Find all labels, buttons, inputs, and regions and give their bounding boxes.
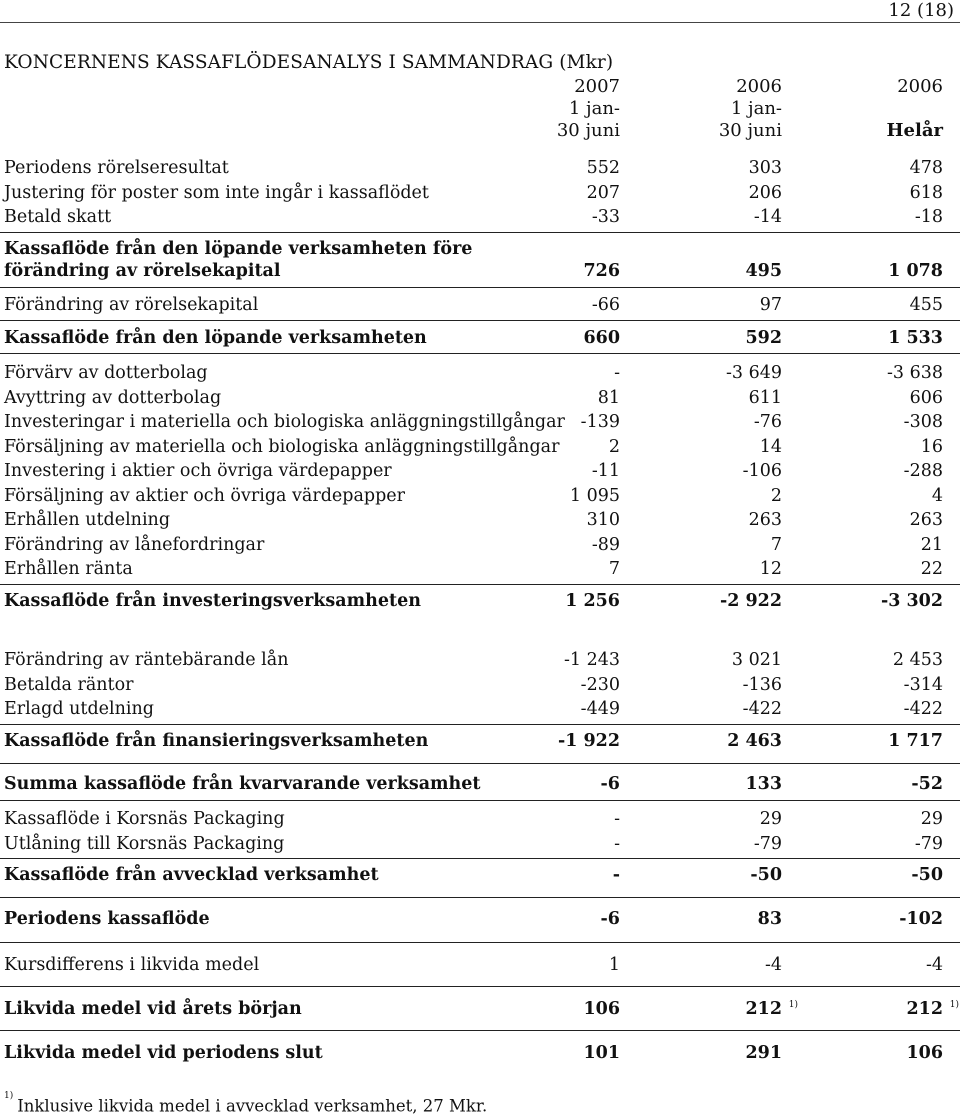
value-2006-full: 21 xyxy=(920,535,943,555)
value-2007-h1: -230 xyxy=(580,675,620,695)
value-2006-full: 478 xyxy=(909,158,943,178)
value-2006-full: -4 xyxy=(925,955,943,975)
table-row xyxy=(0,649,960,671)
table-row xyxy=(0,808,960,830)
row-label: Likvida medel vid årets början xyxy=(4,999,302,1019)
value-2006-full: -314 xyxy=(903,675,943,695)
table-row xyxy=(0,833,960,855)
table-rule xyxy=(0,986,960,987)
row-label: Kassaflöde från investeringsverksamheten xyxy=(4,591,421,611)
value-2007-h1: -11 xyxy=(591,461,620,481)
value-2007-h1: -66 xyxy=(591,295,620,315)
column-header-2006-half xyxy=(719,76,782,142)
value-2007-h1: - xyxy=(612,865,620,885)
value-2006-h1: -50 xyxy=(750,865,782,885)
value-2007-h1: 310 xyxy=(586,510,620,530)
row-label: Periodens rörelseresultat xyxy=(4,158,229,178)
value-2006-full: -102 xyxy=(899,909,943,929)
value-2006-full: 16 xyxy=(920,437,943,457)
row-label: Likvida medel vid periodens slut xyxy=(4,1043,323,1063)
value-2007-h1: - xyxy=(614,834,620,854)
table-row xyxy=(0,954,960,976)
value-2007-h1: -139 xyxy=(580,412,620,432)
value-2006-h1: 7 xyxy=(770,535,782,555)
table-row-subtotal xyxy=(0,998,960,1020)
row-label: Avyttring av dotterbolag xyxy=(4,388,222,408)
value-2006-h1: 14 xyxy=(759,437,782,457)
column-header-2006-full xyxy=(887,76,943,142)
value-2006-h1: 2 xyxy=(770,486,782,506)
row-label: Betald skatt xyxy=(4,207,112,227)
table-row-total xyxy=(0,1042,960,1064)
value-2006-h1: -136 xyxy=(742,675,782,695)
value-2006-full: -3 638 xyxy=(886,363,943,383)
table-row xyxy=(0,387,960,409)
value-2006-h1: -76 xyxy=(753,412,782,432)
value-2007-h1: 7 xyxy=(608,559,620,579)
value-2006-full xyxy=(906,998,959,1020)
value-2007-h1: -6 xyxy=(600,909,620,929)
row-label: Betalda räntor xyxy=(4,675,134,695)
value-2006-h1: 303 xyxy=(748,158,782,178)
value-2007-h1: - xyxy=(614,809,620,829)
table-rule xyxy=(0,287,960,288)
value-2006-h1: 291 xyxy=(745,1043,782,1063)
value-2006-full: -288 xyxy=(903,461,943,481)
table-rule xyxy=(0,897,960,898)
table-rule xyxy=(0,858,960,859)
value-2007-h1: 2 xyxy=(608,437,620,457)
cell-value: 212 xyxy=(745,999,782,1019)
value-2006-full: 2 453 xyxy=(892,650,943,670)
value-2006-h1: 97 xyxy=(759,295,782,315)
row-label: Kassaflöde i Korsnäs Packaging xyxy=(4,809,285,829)
value-2006-h1: -4 xyxy=(764,955,782,975)
value-2006-h1: 133 xyxy=(745,774,782,794)
row-label xyxy=(4,238,472,282)
table-row xyxy=(0,182,960,204)
column-year: 2006 xyxy=(736,76,782,97)
value-2007-h1: 207 xyxy=(586,183,620,203)
row-label: Kursdifferens i likvida medel xyxy=(4,955,260,975)
table-row xyxy=(0,362,960,384)
table-rule xyxy=(0,800,960,801)
value-2006-h1: 206 xyxy=(748,183,782,203)
value-2006-full: 22 xyxy=(920,559,943,579)
value-2006-full: 263 xyxy=(909,510,943,530)
table-row-subtotal xyxy=(0,773,960,795)
table-row xyxy=(0,509,960,531)
footnote-marker: 1) xyxy=(949,1000,959,1010)
value-2006-h1: 12 xyxy=(759,559,782,579)
table-row xyxy=(0,460,960,482)
value-2006-full: 106 xyxy=(906,1043,943,1063)
value-2007-h1: 552 xyxy=(586,158,620,178)
value-2006-h1: 83 xyxy=(757,909,782,929)
cell-value: 212 xyxy=(906,999,943,1019)
value-2006-h1: 2 463 xyxy=(727,731,782,751)
row-label: Kassaflöde från finansieringsverksamheten xyxy=(4,731,429,751)
value-2006-full: -308 xyxy=(903,412,943,432)
table-row-subtotal xyxy=(0,590,960,612)
table-row xyxy=(0,436,960,458)
column-period-start: 1 jan- xyxy=(568,98,620,119)
footnote-marker: 1) xyxy=(4,1091,14,1101)
column-period-end: 30 juni xyxy=(718,120,782,141)
row-label: Kassaflöde från avvecklad verksamhet xyxy=(4,865,379,885)
value-2006-full: 1 078 xyxy=(888,261,943,281)
table-row xyxy=(0,206,960,228)
value-2006-full: -79 xyxy=(914,834,943,854)
value-2006-full: -422 xyxy=(903,699,943,719)
table-rule xyxy=(0,724,960,725)
column-year: 2006 xyxy=(897,76,943,97)
value-2007-h1: -89 xyxy=(591,535,620,555)
value-2006-h1: -14 xyxy=(753,207,782,227)
column-period-end: Helår xyxy=(886,120,943,141)
table-row xyxy=(0,534,960,556)
row-label: Justering för poster som inte ingår i kassaflödet xyxy=(4,183,429,203)
footnote-marker: 1) xyxy=(788,1000,798,1010)
table-row-subtotal xyxy=(0,864,960,886)
value-2007-h1: -6 xyxy=(600,774,620,794)
value-2006-full: 455 xyxy=(909,295,943,315)
table-row xyxy=(0,294,960,316)
table-rule xyxy=(0,232,960,233)
table-rule xyxy=(0,1030,960,1031)
value-2006-h1: -79 xyxy=(753,834,782,854)
table-row xyxy=(0,411,960,433)
value-2007-h1: 1 xyxy=(608,955,620,975)
table-row-subtotal xyxy=(0,908,960,930)
row-label: Utlåning till Korsnäs Packaging xyxy=(4,834,285,854)
value-2006-full: 29 xyxy=(920,809,943,829)
row-label-line-2: förändring av rörelsekapital xyxy=(4,261,281,281)
table-row-subtotal xyxy=(0,730,960,752)
table-row-subtotal xyxy=(0,238,960,282)
page-title: KONCERNENS KASSAFLÖDESANALYS I SAMMANDRAG (Mkr) xyxy=(4,52,614,73)
row-label: Försäljning av materiella och biologiska anläggningstillgångar xyxy=(4,437,560,457)
footnote xyxy=(4,1092,487,1118)
row-label: Förändring av rörelsekapital xyxy=(4,295,259,315)
table-rule xyxy=(0,320,960,321)
row-label: Försäljning av aktier och övriga värdepapper xyxy=(4,486,406,506)
row-label: Erlagd utdelning xyxy=(4,699,154,719)
value-2007-h1: 660 xyxy=(583,328,620,348)
value-2006-full: -18 xyxy=(914,207,943,227)
value-2006-h1: 263 xyxy=(748,510,782,530)
value-2006-h1: -422 xyxy=(742,699,782,719)
table-rule xyxy=(0,763,960,764)
value-2006-full: -52 xyxy=(911,774,943,794)
value-2007-h1: -33 xyxy=(591,207,620,227)
value-2006-full: -50 xyxy=(911,865,943,885)
column-header-2007 xyxy=(557,76,620,142)
value-2006-h1: -2 922 xyxy=(719,591,782,611)
column-period-start xyxy=(887,98,943,120)
value-2006-h1: 592 xyxy=(745,328,782,348)
column-period-end: 30 juni xyxy=(556,120,620,141)
row-label: Förändring av lånefordringar xyxy=(4,535,265,555)
page-number: 12 (18) xyxy=(888,0,954,21)
value-2007-h1: 101 xyxy=(583,1043,620,1063)
value-2006-h1: 495 xyxy=(745,261,782,281)
value-2006-h1: 29 xyxy=(759,809,782,829)
column-period-start: 1 jan- xyxy=(730,98,782,119)
value-2006-h1: 3 021 xyxy=(731,650,782,670)
value-2006-h1 xyxy=(745,998,798,1020)
value-2006-h1: -3 649 xyxy=(725,363,782,383)
value-2006-full: 606 xyxy=(909,388,943,408)
row-label: Investering i aktier och övriga värdepapper xyxy=(4,461,392,481)
header-rule xyxy=(0,22,960,23)
table-rule xyxy=(0,584,960,585)
value-2007-h1: -449 xyxy=(580,699,620,719)
value-2006-full: 4 xyxy=(931,486,943,506)
table-row xyxy=(0,674,960,696)
value-2006-h1: 611 xyxy=(748,388,782,408)
row-label-line-1: Kassaflöde från den löpande verksamheten före xyxy=(4,239,473,259)
row-label: Erhållen ränta xyxy=(4,559,133,579)
value-2007-h1: 1 095 xyxy=(569,486,620,506)
footnote-text: Inklusive likvida medel i avvecklad verksamhet, 27 Mkr. xyxy=(17,1096,488,1116)
value-2007-h1: -1 243 xyxy=(563,650,620,670)
row-label: Summa kassaflöde från kvarvarande verksamhet xyxy=(4,774,481,794)
row-label: Förändring av räntebärande lån xyxy=(4,650,289,670)
row-label: Erhållen utdelning xyxy=(4,510,171,530)
row-label: Förvärv av dotterbolag xyxy=(4,363,208,383)
value-2007-h1: 81 xyxy=(597,388,620,408)
table-row xyxy=(0,485,960,507)
column-year: 2007 xyxy=(574,76,620,97)
row-label: Periodens kassaflöde xyxy=(4,909,210,929)
row-label: Kassaflöde från den löpande verksamheten xyxy=(4,328,427,348)
value-2006-full: -3 302 xyxy=(880,591,943,611)
table-row-subtotal xyxy=(0,327,960,349)
table-row xyxy=(0,558,960,580)
table-row xyxy=(0,698,960,720)
table-row xyxy=(0,157,960,179)
row-label: Investeringar i materiella och biologiska anläggningstillgångar xyxy=(4,412,565,432)
value-2006-h1: -106 xyxy=(742,461,782,481)
value-2007-h1: -1 922 xyxy=(557,731,620,751)
value-2006-full: 1 717 xyxy=(888,731,943,751)
value-2006-full: 1 533 xyxy=(888,328,943,348)
table-rule xyxy=(0,353,960,354)
value-2007-h1: - xyxy=(614,363,620,383)
value-2007-h1: 1 256 xyxy=(565,591,620,611)
value-2007-h1: 106 xyxy=(583,999,620,1019)
table-rule xyxy=(0,942,960,943)
value-2007-h1: 726 xyxy=(583,261,620,281)
value-2006-full: 618 xyxy=(909,183,943,203)
